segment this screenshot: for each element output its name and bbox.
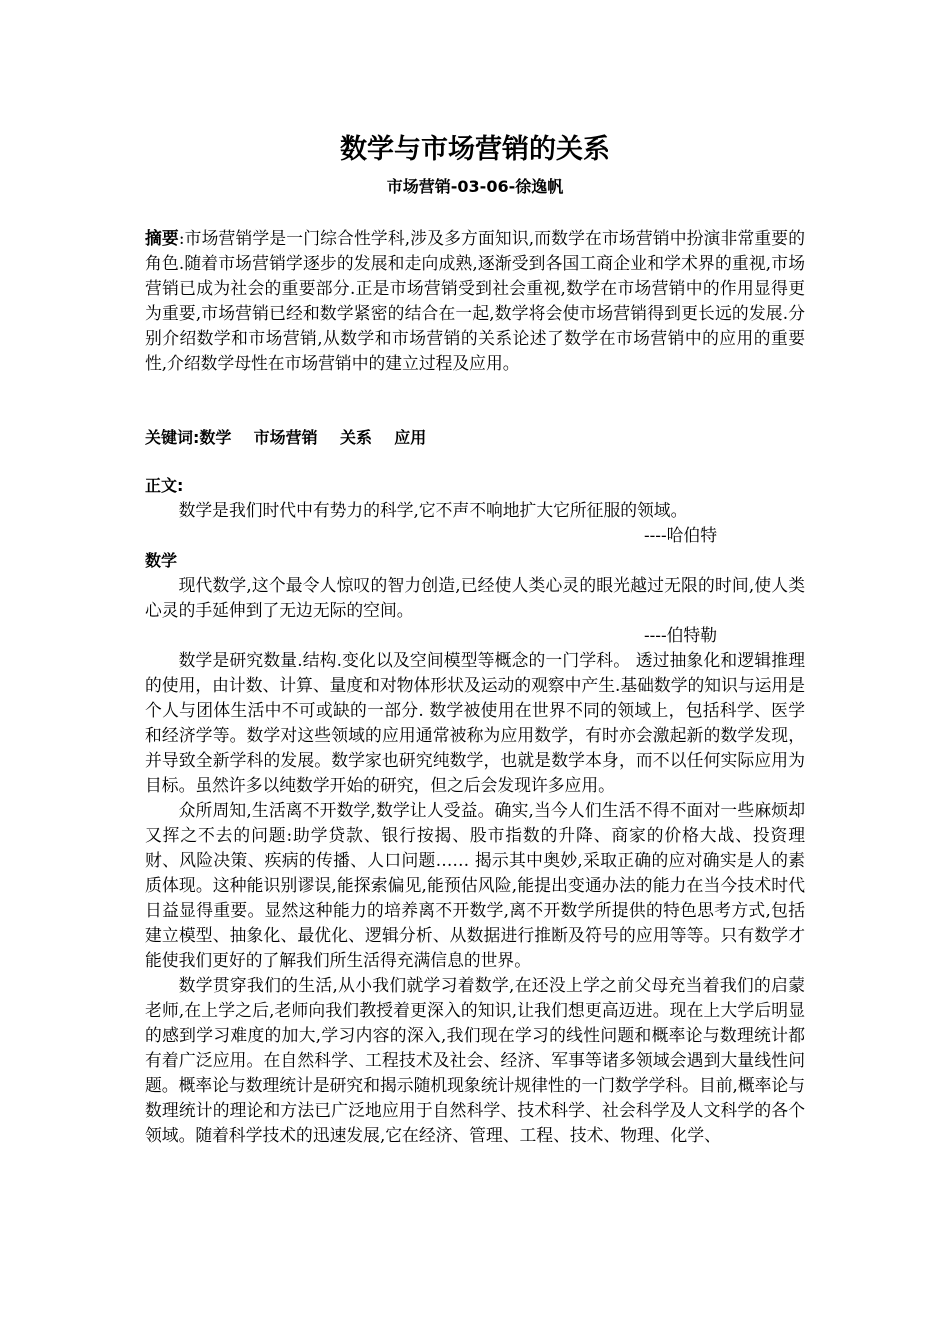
section-heading-math: 数学 <box>145 551 178 570</box>
abstract-label: 摘要 <box>145 228 179 248</box>
quote-1: 数学是我们时代中有势力的科学,它不声不响地扩大它所征服的领域。 <box>178 500 688 520</box>
author-line: 市场营销-03-06-徐逸帆 <box>386 177 564 196</box>
abstract-paragraph <box>145 226 805 376</box>
keywords-line: 关键词:数学 市场营销 关系 应用 <box>145 428 427 447</box>
body-text <box>145 498 805 1148</box>
paragraph-3: 数学贯穿我们的生活,从小我们就学习着数学,在还没上学之前父母充当着我们的启蒙老师,在上学之后,老师向我们教授着更深入的知识,让我们想更高迈进。现在上大学后明显的感到学习难度的加大,学习内容的深入,我们现在学习的线性问题和概率论与数理统计都有着广泛应用。在自然科学、工程技术及社会、经济、军事等诸多领域会遇到大量线性问题。概率论与数理统计是研究和揭示随机现象统计规律性的一门数学学科。目前,概率论与数理统计的理论和方法已广泛地应用于自然科学、技术科学、社会科学及人文科学的各个领域。随着科学技术的迅速发展,它在经济、管理、工程、技术、物理、化学、 <box>145 975 805 1145</box>
paragraph-1: 数学是研究数量.结构.变化以及空间模型等概念的一门学科。 透过抽象化和逻辑推理的使用，由计数、计算、量度和对物体形状及运动的观察中产生.基础数学的知识与运用是个人与团体生活中不可或缺的一部分. 数学被使用在世界不同的领域上，包括科学、医学和经济学等。数学对这些领域的应用通常被称为应用数学，有时亦会激起新的数学发现，并导致全新学科的发展。数学家也研究纯数学，也就是数学本身，而不以任何实际应用为目标。虽然许多以纯数学开始的研究，但之后会发现许多应用。 <box>145 650 805 795</box>
quote-2-attribution: ----伯特勒 <box>643 625 717 645</box>
paragraph-2: 众所周知,生活离不开数学,数学让人受益。确实,当今人们生活不得不面对一些麻烦却又挥之不去的问题:助学贷款、银行按揭、股市指数的升降、商家的价格大战、投资理财、风险决策、疾病的传播、人口问题…… 揭示其中奥妙,采取正确的应对确实是人的素质体现。这种能识别谬误,能探索偏见,能预估风险,能提出变通办法的能力在当今技术时代日益显得重要。显然这种能力的培养离不开数学,离不开数学所提供的特色思考方式,包括建立模型、抽象化、最优化、逻辑分析、从数据进行推断及符号的应用等等。只有数学才能使我们更好的了解我们所生活得充满信息的世界。 <box>145 800 805 970</box>
quote-2: 现代数学,这个最令人惊叹的智力创造,已经使人类心灵的眼光越过无限的时间,使人类心灵的手延伸到了无边无际的空间。 <box>145 575 805 620</box>
abstract-text: :市场营销学是一门综合性学科,涉及多方面知识,而数学在市场营销中扮演非常重要的角色.随着市场营销学逐步的发展和走向成熟,逐渐受到各国工商企业和学术界的重视,市场营销已成为社会的重要部分.正是市场营销受到社会重视,数学在市场营销中的作用显得更为重要,市场营销已经和数学紧密的结合在一起,数学将会使市场营销得到更长远的发展.分别介绍数学和市场营销,从数学和市场营销的关系论述了数学在市场营销中的应用的重要性,介绍数学母性在市场营销中的建立过程及应用。 <box>145 228 805 373</box>
quote-1-attribution: ----哈伯特 <box>643 525 717 545</box>
document-title: 数学与市场营销的关系 <box>340 134 610 165</box>
body-label: 正文: <box>145 476 184 495</box>
